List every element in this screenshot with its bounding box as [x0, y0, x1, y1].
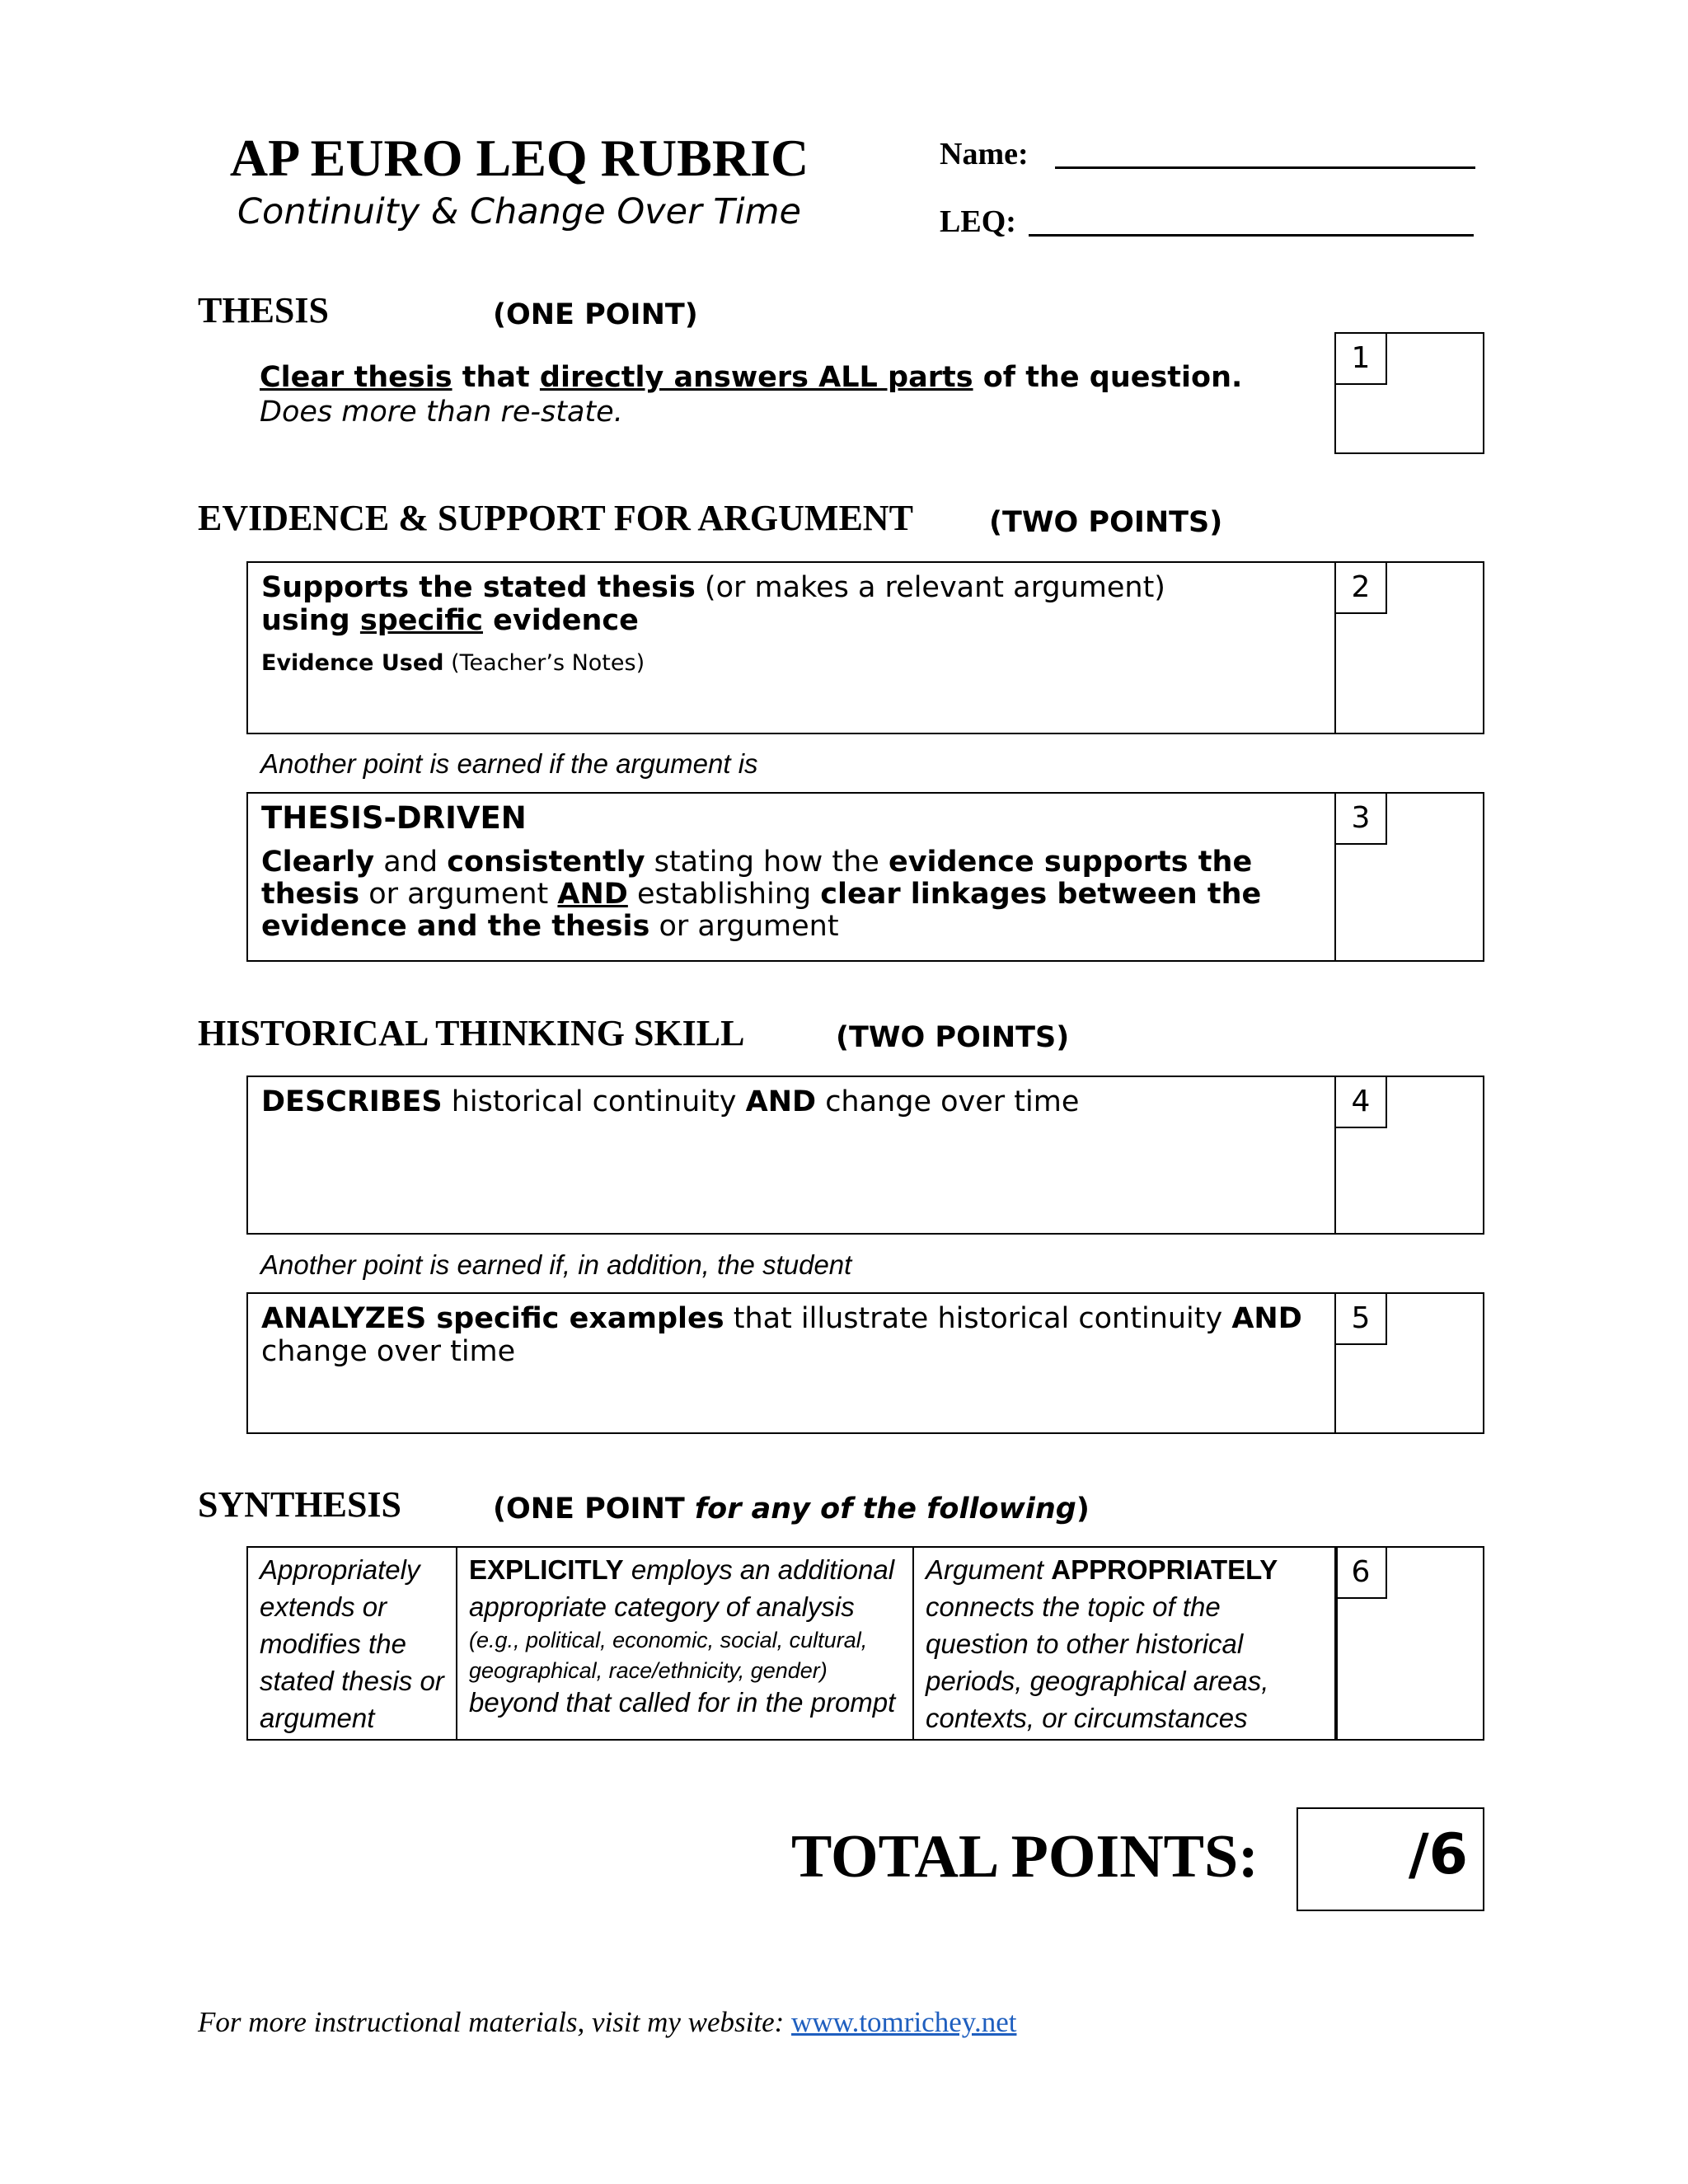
score-number: 4: [1336, 1077, 1387, 1128]
thesis-heading: THESIS: [198, 290, 329, 330]
total-box[interactable]: [1296, 1807, 1484, 1911]
skill-note: Another point is earned if, in addition, the student: [260, 1249, 852, 1280]
synthesis-points-text: (ONE POINT: [493, 1493, 695, 1526]
criteria-text: (or makes a relevant argument): [695, 571, 1165, 604]
criteria-text: establishing: [627, 878, 821, 911]
evidence-note: Another point is earned if the argument is: [260, 748, 758, 779]
thesis-criteria-text: of the question.: [973, 361, 1243, 394]
criteria-text: change over time: [261, 1335, 516, 1368]
criteria-text: change over time: [816, 1085, 1080, 1118]
synthesis-points-text: ): [1076, 1493, 1090, 1526]
criteria-text: historical continuity: [442, 1085, 746, 1118]
synthesis-option-3: [914, 1548, 1338, 1739]
synthesis-option-small: (e.g., political, economic, social, cultural, geographical, race/ethnicity, gender): [469, 1628, 868, 1683]
criteria-text: or argument: [649, 910, 839, 943]
thesis-criteria: [260, 360, 1242, 429]
footer-text: For more instructional materials, visit my website:: [198, 2006, 792, 2038]
score-box-3[interactable]: [1334, 794, 1483, 960]
thesis-driven-criteria: [261, 802, 1321, 943]
synthesis-points: [493, 1495, 1090, 1524]
score-box-4[interactable]: [1334, 1077, 1483, 1233]
leq-field[interactable]: [1029, 234, 1474, 237]
leq-label: LEQ:: [940, 204, 1016, 239]
score-box-5[interactable]: [1334, 1294, 1483, 1432]
evidence-criteria: [261, 571, 1321, 680]
score-number: 2: [1336, 563, 1387, 614]
synthesis-option-text: EXPLICITLY: [469, 1554, 624, 1585]
synthesis-option-2: [457, 1548, 914, 1739]
synthesis-option-text: Argument: [926, 1554, 1052, 1585]
criteria-text: and: [374, 846, 448, 879]
website-link[interactable]: www.tomrichey.net: [791, 2006, 1017, 2038]
name-field[interactable]: [1055, 166, 1475, 169]
score-box-2[interactable]: [1334, 563, 1483, 733]
criteria-text: consistently: [447, 846, 645, 879]
total-value: /6: [1408, 1822, 1468, 1887]
synthesis-points-text: for any of the following: [694, 1493, 1076, 1526]
synthesis-option-1: Appropriately extends or modifies the stated thesis or argument: [248, 1548, 457, 1739]
thesis-criteria-text: directly answers ALL parts: [539, 361, 973, 394]
criteria-text: Clearly: [261, 846, 375, 879]
thesis-driven-title: THESIS-DRIVEN: [261, 800, 527, 836]
criteria-text: AND: [745, 1085, 817, 1118]
page-subtitle: Continuity & Change Over Time: [237, 191, 801, 232]
synthesis-option-text: APPROPRIATELY: [1051, 1554, 1278, 1585]
skill-points: (TWO POINTS): [836, 1021, 1070, 1054]
evidence-row-2: [246, 792, 1484, 962]
criteria-text: that illustrate historical continuity: [724, 1302, 1232, 1335]
score-number: 6: [1336, 1548, 1387, 1599]
criteria-text: stating how the: [645, 846, 889, 879]
score-number: 5: [1336, 1294, 1387, 1345]
skill-heading: HISTORICAL THINKING SKILL: [198, 1013, 745, 1053]
thesis-criteria-note: Does more than re-state.: [260, 396, 623, 429]
score-number: 1: [1336, 334, 1387, 385]
criteria-text: DESCRIBES: [261, 1085, 443, 1118]
criteria-text: or argument: [359, 878, 558, 911]
thesis-points: (ONE POINT): [493, 298, 698, 331]
criteria-text: evidence supports the thesis: [261, 846, 1253, 911]
evidence-points: (TWO POINTS): [989, 506, 1223, 539]
evidence-heading: EVIDENCE & SUPPORT FOR ARGUMENT: [198, 498, 913, 538]
analyzes-criteria: [261, 1302, 1321, 1368]
criteria-text: specific: [359, 604, 483, 637]
synthesis-option-text: beyond that called for in the prompt: [469, 1687, 896, 1718]
synthesis-option-text: connects the topic of the question to other historical periods, geographical areas, contexts, or circumstances: [926, 1591, 1269, 1733]
thesis-criteria-text: that: [452, 361, 540, 394]
evidence-used-label: Evidence Used: [261, 650, 444, 676]
criteria-text: AND: [557, 878, 628, 911]
evidence-used-note: (Teacher’s Notes): [443, 650, 645, 676]
criteria-text: using: [261, 604, 360, 637]
criteria-text: clear linkages between the evidence and the thesis: [261, 878, 1262, 943]
page-title: AP EURO LEQ RUBRIC: [229, 129, 809, 187]
name-label: Name:: [940, 137, 1029, 171]
score-box-1[interactable]: [1334, 332, 1484, 454]
skill-row-2: [246, 1292, 1484, 1434]
synthesis-option-text: employs an additional appropriate category of analysis: [469, 1554, 895, 1622]
criteria-text: Supports the stated thesis: [261, 571, 696, 604]
synthesis-heading: SYNTHESIS: [198, 1484, 402, 1525]
footer: [198, 2008, 1016, 2036]
score-number: 3: [1336, 794, 1387, 845]
criteria-text: AND: [1231, 1302, 1302, 1335]
criteria-text: ANALYZES specific examples: [261, 1302, 724, 1335]
total-label: TOTAL POINTS:: [791, 1823, 1259, 1891]
score-box-6[interactable]: [1334, 1548, 1483, 1739]
criteria-text: evidence: [482, 604, 639, 637]
evidence-row-1: [246, 561, 1484, 734]
skill-row-1: [246, 1076, 1484, 1235]
thesis-criteria-text: Clear thesis: [260, 361, 452, 394]
describes-criteria: [261, 1085, 1321, 1118]
synthesis-row: [246, 1546, 1484, 1741]
